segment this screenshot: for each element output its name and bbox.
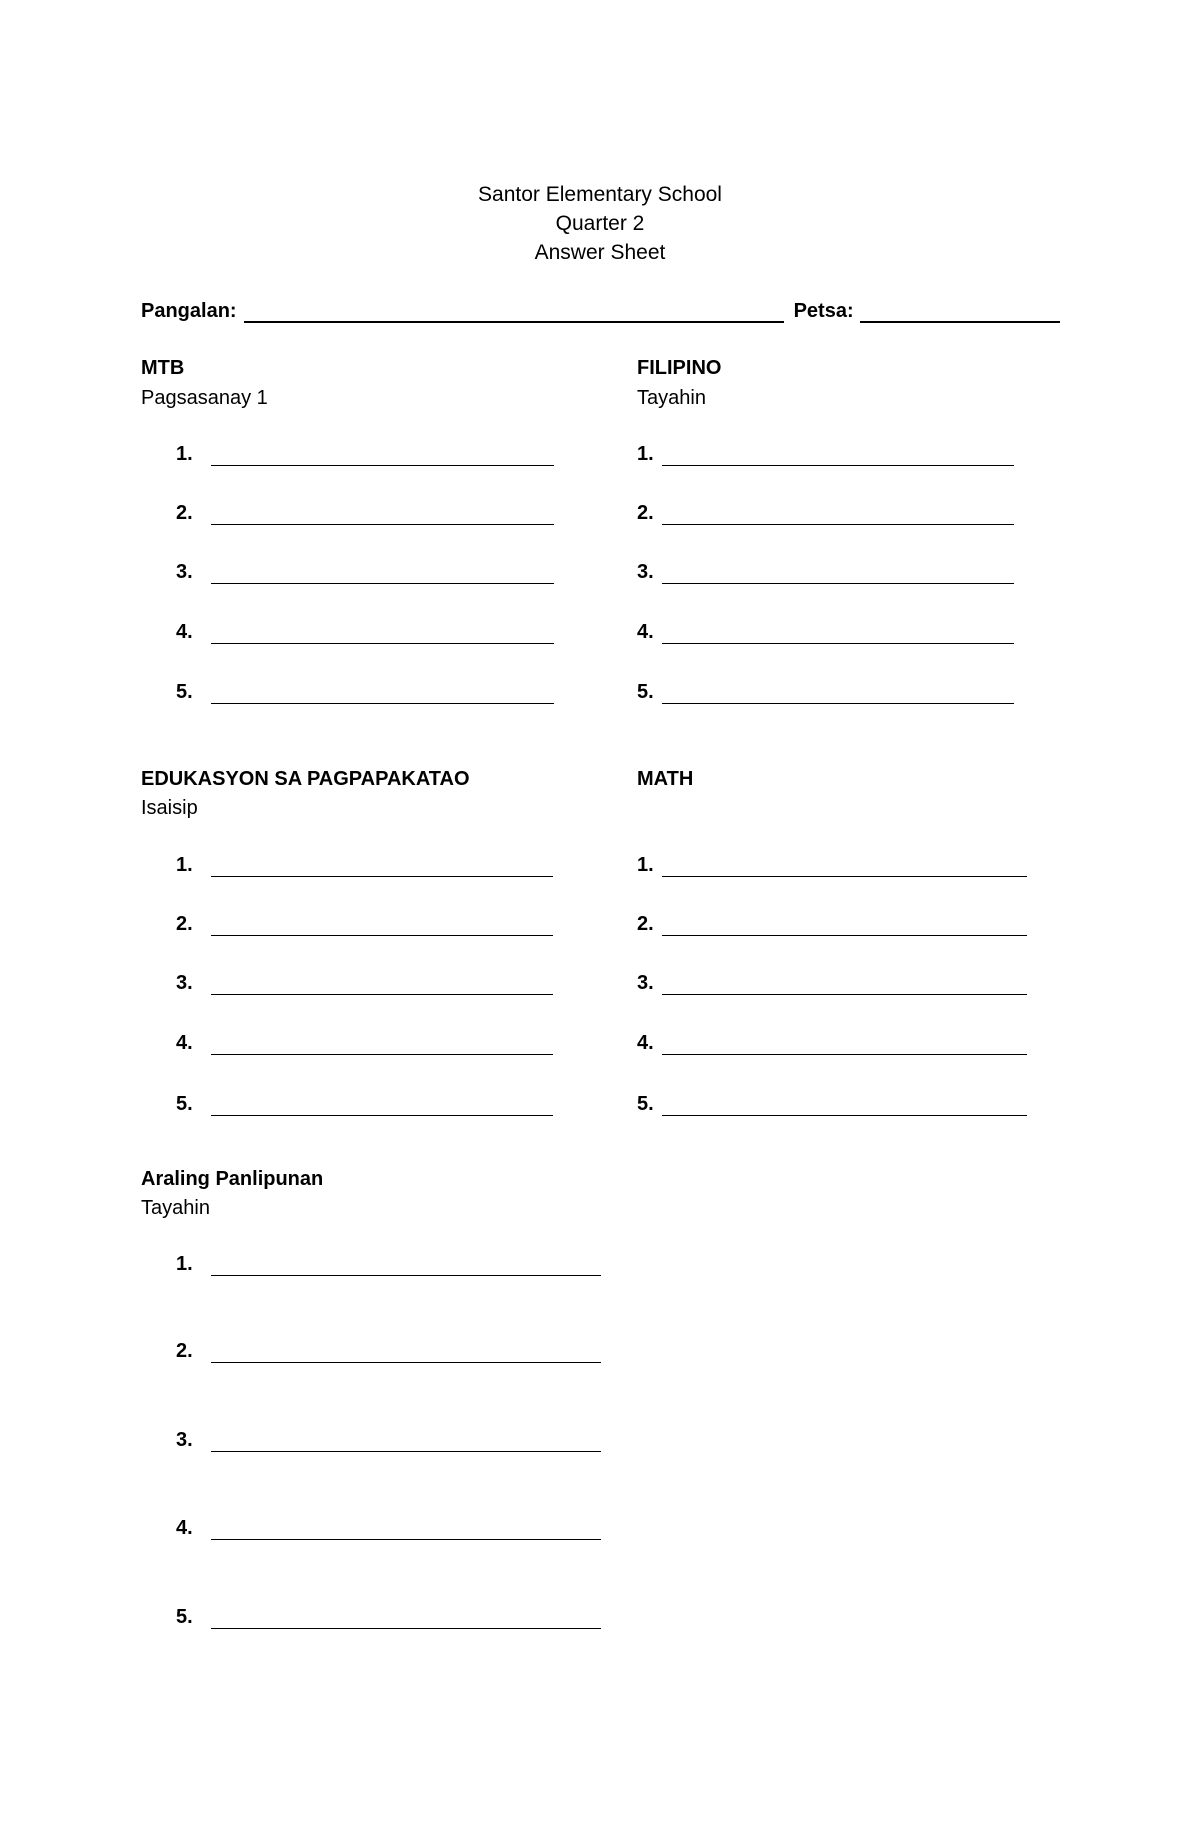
- item-number: 2.: [176, 913, 193, 935]
- item-number: 1.: [176, 443, 193, 465]
- document-header: [0, 180, 1200, 267]
- item-number: 3.: [176, 1429, 193, 1451]
- item-number: 4.: [176, 1032, 193, 1054]
- section-title-mtb: MTB: [141, 357, 185, 379]
- section-title-filipino: FILIPINO: [637, 357, 722, 379]
- answer-blank[interactable]: [211, 1610, 601, 1629]
- math-item-2: [637, 913, 1027, 936]
- quarter-label: Quarter 2: [555, 212, 645, 235]
- filipino-item-1: [637, 443, 1014, 466]
- school-name: Santor Elementary School: [478, 183, 722, 206]
- filipino-item-2: [637, 502, 1014, 525]
- answer-blank[interactable]: [211, 1433, 601, 1452]
- esp-item-2: [176, 913, 553, 936]
- item-number: 5.: [637, 681, 654, 703]
- answer-blank[interactable]: [662, 565, 1014, 584]
- item-number: 2.: [176, 502, 193, 524]
- item-number: 5.: [176, 681, 193, 703]
- name-blank[interactable]: [244, 301, 784, 323]
- answer-blank[interactable]: [662, 447, 1014, 466]
- section-subtitle-ap: Tayahin: [141, 1197, 210, 1219]
- item-number: 5.: [176, 1093, 193, 1115]
- ap-item-2: [176, 1340, 601, 1363]
- answer-blank[interactable]: [211, 447, 554, 466]
- section-subtitle-filipino: Tayahin: [637, 387, 706, 409]
- document-title: Answer Sheet: [534, 241, 666, 264]
- answer-blank[interactable]: [662, 1097, 1027, 1116]
- item-number: 4.: [176, 621, 193, 643]
- answer-blank[interactable]: [662, 506, 1014, 525]
- item-number: 1.: [176, 854, 193, 876]
- esp-item-3: [176, 972, 553, 995]
- mtb-item-4: [176, 621, 554, 644]
- filipino-item-4: [637, 621, 1014, 644]
- item-number: 1.: [637, 854, 654, 876]
- item-number: 3.: [637, 972, 654, 994]
- math-item-1: [637, 854, 1027, 877]
- answer-blank[interactable]: [211, 685, 554, 704]
- answer-blank[interactable]: [211, 1344, 601, 1363]
- ap-item-4: [176, 1517, 601, 1540]
- section-subtitle-mtb: Pagsasanay 1: [141, 387, 268, 409]
- math-item-5: [637, 1093, 1027, 1116]
- filipino-item-5: [637, 681, 1014, 704]
- item-number: 3.: [176, 561, 193, 583]
- math-item-3: [637, 972, 1027, 995]
- item-number: 3.: [176, 972, 193, 994]
- section-title-esp: EDUKASYON SA PAGPAPAKATAO: [141, 768, 470, 790]
- answer-blank[interactable]: [662, 685, 1014, 704]
- answer-blank[interactable]: [211, 1097, 553, 1116]
- section-subtitle-esp: Isaisip: [141, 797, 198, 819]
- esp-item-1: [176, 854, 553, 877]
- answer-blank[interactable]: [211, 858, 553, 877]
- item-number: 2.: [637, 502, 654, 524]
- item-number: 4.: [176, 1517, 193, 1539]
- section-title-math: MATH: [637, 768, 694, 790]
- name-date-row: [141, 300, 1060, 323]
- item-number: 2.: [637, 913, 654, 935]
- item-number: 2.: [176, 1340, 193, 1362]
- mtb-item-3: [176, 561, 554, 584]
- answer-blank[interactable]: [211, 976, 553, 995]
- mtb-item-2: [176, 502, 554, 525]
- item-number: 4.: [637, 1032, 654, 1054]
- item-number: 3.: [637, 561, 654, 583]
- item-number: 5.: [637, 1093, 654, 1115]
- answer-blank[interactable]: [211, 1257, 601, 1276]
- name-label: Pangalan:: [141, 300, 237, 322]
- answer-blank[interactable]: [662, 625, 1014, 644]
- answer-blank[interactable]: [211, 917, 553, 936]
- ap-item-3: [176, 1429, 601, 1452]
- date-label: Petsa:: [793, 300, 854, 322]
- ap-item-1: [176, 1253, 601, 1276]
- item-number: 5.: [176, 1606, 193, 1628]
- ap-item-5: [176, 1606, 601, 1629]
- answer-blank[interactable]: [211, 565, 554, 584]
- answer-blank[interactable]: [211, 1036, 553, 1055]
- answer-blank[interactable]: [662, 1036, 1027, 1055]
- answer-blank[interactable]: [211, 625, 554, 644]
- item-number: 1.: [637, 443, 654, 465]
- answer-blank[interactable]: [211, 506, 554, 525]
- item-number: 1.: [176, 1253, 193, 1275]
- math-item-4: [637, 1032, 1027, 1055]
- date-blank[interactable]: [860, 301, 1060, 323]
- answer-blank[interactable]: [662, 976, 1027, 995]
- esp-item-5: [176, 1093, 553, 1116]
- answer-blank[interactable]: [662, 858, 1027, 877]
- answer-blank[interactable]: [211, 1521, 601, 1540]
- esp-item-4: [176, 1032, 553, 1055]
- item-number: 4.: [637, 621, 654, 643]
- filipino-item-3: [637, 561, 1014, 584]
- answer-blank[interactable]: [662, 917, 1027, 936]
- mtb-item-1: [176, 443, 554, 466]
- mtb-item-5: [176, 681, 554, 704]
- section-title-ap: Araling Panlipunan: [141, 1168, 324, 1190]
